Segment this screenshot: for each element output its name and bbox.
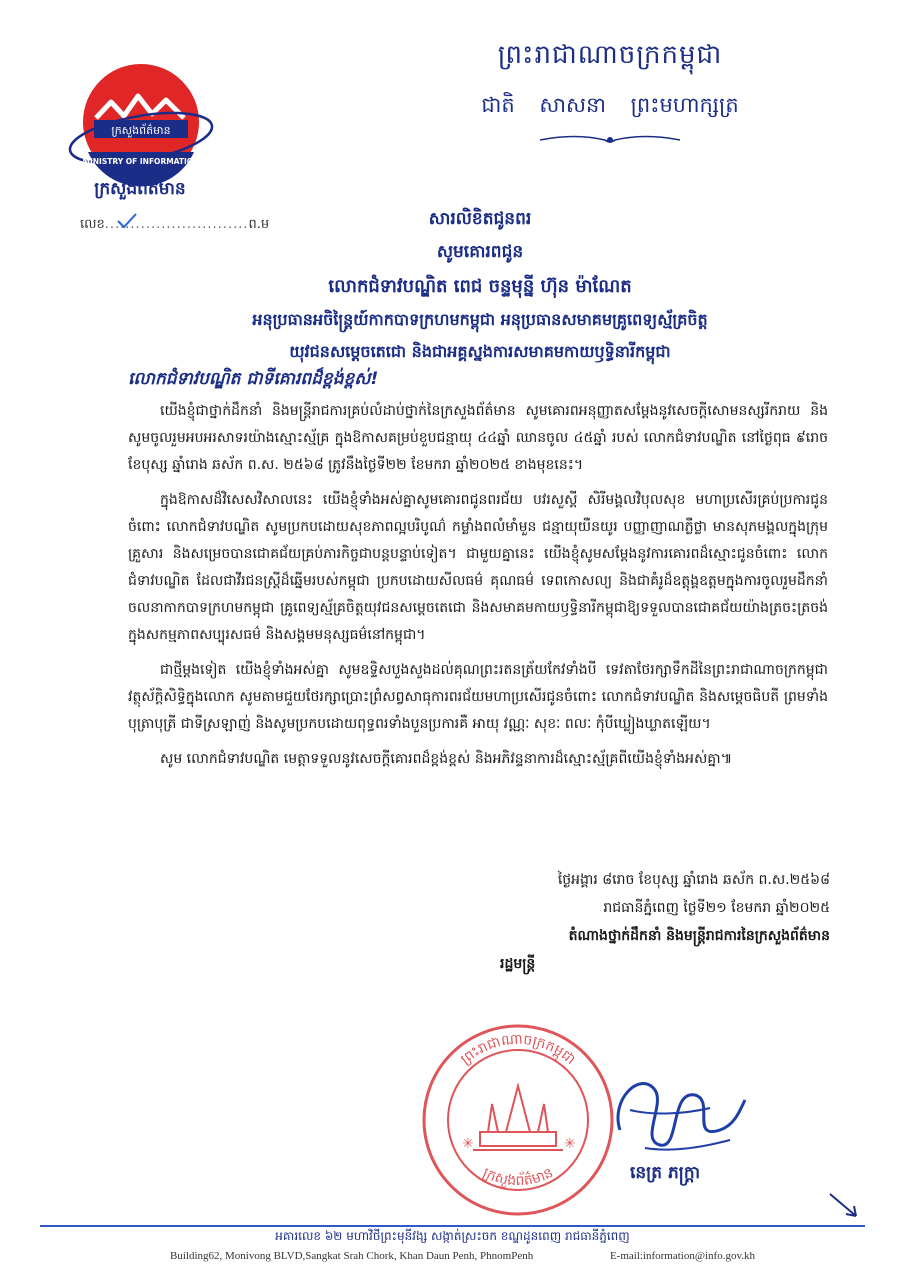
lunar-date: ថ្ងៃអង្គារ ៨រោច ខែបុស្ស ឆ្នាំរោង ឆស័ក ព.ស.២៥៦៨	[557, 872, 830, 888]
footer	[40, 1228, 865, 1262]
signature-icon	[600, 1060, 750, 1160]
letter-body	[128, 398, 828, 781]
reference-prefix: លេខ	[80, 217, 105, 232]
tacteng-ornament-icon	[535, 133, 685, 147]
kingdom-title: ព្រះរាជាណាចក្រកម្ពុជា	[497, 40, 723, 70]
svg-text:✳: ✳	[462, 1136, 474, 1152]
national-motto: ជាតិ សាសនា ព្រះមហាក្សត្រ	[481, 93, 739, 117]
on-behalf-line: តំណាងថ្នាក់ដឹកនាំ និងមន្ត្រីរាជការនៃក្រសួងព័ត៌មាន	[568, 928, 830, 944]
official-seal-icon	[418, 1020, 618, 1220]
addressee-position-2: យុវជនសម្ដេចតេជោ និងជាអគ្គស្នងការសមាគមកាយឫទ្ធិនារីកម្ពុជា	[289, 342, 671, 361]
seal-inner-text: ក្រសួងព័ត៌មាន	[480, 1164, 556, 1190]
ministry-name: ក្រសួងព័ត៌មាន	[94, 179, 186, 199]
closing-block	[440, 866, 830, 978]
addressee-position-1: អនុប្រធានអចិន្ត្រៃយ៍កាកបាទក្រហមកម្ពុជា អនុប្រធានសមាគមគ្រូពេទ្យស្ម័គ្រចិត្ត	[252, 310, 708, 329]
corner-arrow-icon	[826, 1188, 862, 1224]
body-paragraph-1: យើងខ្ញុំជាថ្នាក់ដឹកនាំ និងមន្ត្រីរាជការគ្រប់លំដាប់ថ្នាក់នៃក្រសួងព័ត៌មាន សូមគោរពអនុញ្ញាតសម្ដែងនូវសេចក្ដីសោមនស្សរីករាយ និងសូមចូលរួមអបអរសាទរយ៉ាងស្មោះស្ម័គ្រ ក្នុងឱកាសគម្រប់ខួបជន្មាយុ ៤៤ឆ្នាំ ឈានចូល ៤៥ឆ្នាំ របស់ លោកជំទាវបណ្ឌិត នៅថ្ងៃពុធ ៩រោច ខែបុស្ស ឆ្នាំរោង ឆស័ក ព.ស. ២៥៦៨ ត្រូវនឹងថ្ងៃទី២២ ខែមករា ឆ្នាំ២០២៥ ខាងមុខនេះ។	[128, 403, 828, 473]
footer-english-row	[40, 1250, 865, 1262]
logo-band-text: ក្រសួងព័ត៌មាន	[111, 124, 171, 137]
minister-name: នេត្រ ភក្ត្រា	[630, 1163, 701, 1183]
seal-outer-text: ព្រះរាជាណាចក្រកម្ពុជា	[457, 1031, 579, 1069]
kingdom-header	[400, 38, 820, 151]
footer-divider	[40, 1225, 865, 1227]
reference-dots: ............................	[104, 217, 249, 232]
letter-heading	[130, 208, 830, 365]
footer-address-en: Building62, Monivong BLVD,Sangkat Srah Chork, Khan Daun Penh, PhnomPenh	[170, 1250, 534, 1262]
place-date: រាជធានីភ្នំពេញ ថ្ងៃទី២១ ខែមករា ឆ្នាំ២០២៥	[603, 900, 830, 916]
logo-arc-text: MINISTRY OF INFORMATION	[82, 157, 200, 166]
salutation: លោកជំទាវបណ្ឌិត ជាទីគោរពដ៏ខ្ពង់ខ្ពស់!	[128, 369, 379, 389]
addressee-name: លោកជំទាវបណ្ឌិត ពេជ ចន្ទមុន្នី ហ៊ុន ម៉ាណែត	[328, 276, 632, 297]
svg-text:✳: ✳	[564, 1136, 576, 1152]
footer-email[interactable]: E-mail:information@info.gov.kh	[609, 1250, 755, 1262]
minister-title: រដ្ឋមន្ត្រី	[500, 956, 536, 972]
reference-suffix: ព.ម	[248, 217, 270, 232]
body-paragraph-2: ក្នុងឱកាសដ៏វិសេសវិសាលនេះ យើងខ្ញុំទាំងអស់គ្នាសូមគោរពជូនពរជ័យ បវរសួស្ដី សិរីមង្គលវិបុលសុខ មហាប្រសើរគ្រប់ប្រការជូនចំពោះ លោកជំទាវបណ្ឌិត សូមប្រកបដោយសុខភាពល្អបរិបូណ៌ កម្លាំងពលំមាំមួន ជន្មាយុយឺនយូរ បញ្ញាញាណភ្លឺថ្លា មានសុភមង្គលក្នុងក្រុមគ្រួសារ និងសម្រេចបានជោគជ័យគ្រប់ភារកិច្ចជាបន្តបន្ទាប់ទៀត។ ជាមួយគ្នានេះ យើងខ្ញុំសូមសម្ដែងនូវការគោរពដ៏ស្មោះជូនចំពោះ លោកជំទាវបណ្ឌិត ដែលជាវីរជនស្ត្រីដ៏ឆ្នើមរបស់កម្ពុជា ប្រកបដោយសីលធម៌ គុណធម៌ ទេពកោសល្យ និងជាគំរូដ៏ឧត្តុង្គឧត្តមក្នុងការចូលរួមដឹកនាំចលនាកាកបាទក្រហមកម្ពុជា គ្រូពេទ្យស្ម័គ្រចិត្តយុវជនសម្ដេចតេជោ និងសមាគមកាយឫទ្ធិនារីកម្ពុជាឱ្យទទួលបានជោគជ័យយ៉ាងត្រចះត្រចង់ក្នុងសកម្មភាពសប្បុរសធម៌ និងសង្គមមនុស្សធម៌នៅកម្ពុជា។	[128, 492, 828, 643]
respectfully-to: សូមគោរពជូន	[436, 242, 524, 262]
body-paragraph-3: ជាថ្មីម្ដងទៀត យើងខ្ញុំទាំងអស់គ្នា សូមឧទ្ទិសបួងសួងដល់គុណព្រះរតនត្រ័យកែវទាំងបី ទេវតាថែរក្សាទឹកដីនៃព្រះរាជាណាចក្រកម្ពុជា វត្ថុស័ក្តិសិទ្ធិក្នុងលោក សូមតាមជួយថែរក្សាប្រោះព្រំសព្វសាធុការពរជ័យមហាប្រសើរជូនចំពោះ លោកជំទាវបណ្ឌិត និងសម្ដេចធិបតី ព្រមទាំងបុត្រាបុត្រី ជាទីស្រឡាញ់ និងសូមប្រកបដោយពុទ្ធពរទាំងបួនប្រការគឺ អាយុ វណ្ណៈ សុខៈ ពលៈ កុំបីឃ្លៀងឃ្លាតឡើយ។	[128, 662, 828, 732]
letter-type: សារលិខិតជូនពរ	[428, 209, 532, 229]
body-paragraph-4: សូម លោកជំទាវបណ្ឌិត មេត្តាទទួលនូវសេចក្ដីគោរពដ៏ខ្ពង់ខ្ពស់ និងអភិវន្ទនាការដ៏ស្មោះស្ម័គ្រពីយើងខ្ញុំទាំងអស់គ្នា៕	[160, 751, 733, 767]
footer-address-km: អគារលេខ ៦២ មហាវិថីព្រះមុនីវង្ស សង្កាត់ស្រះចក ខណ្ឌដូនពេញ រាជធានីភ្នំពេញ	[275, 1229, 630, 1243]
